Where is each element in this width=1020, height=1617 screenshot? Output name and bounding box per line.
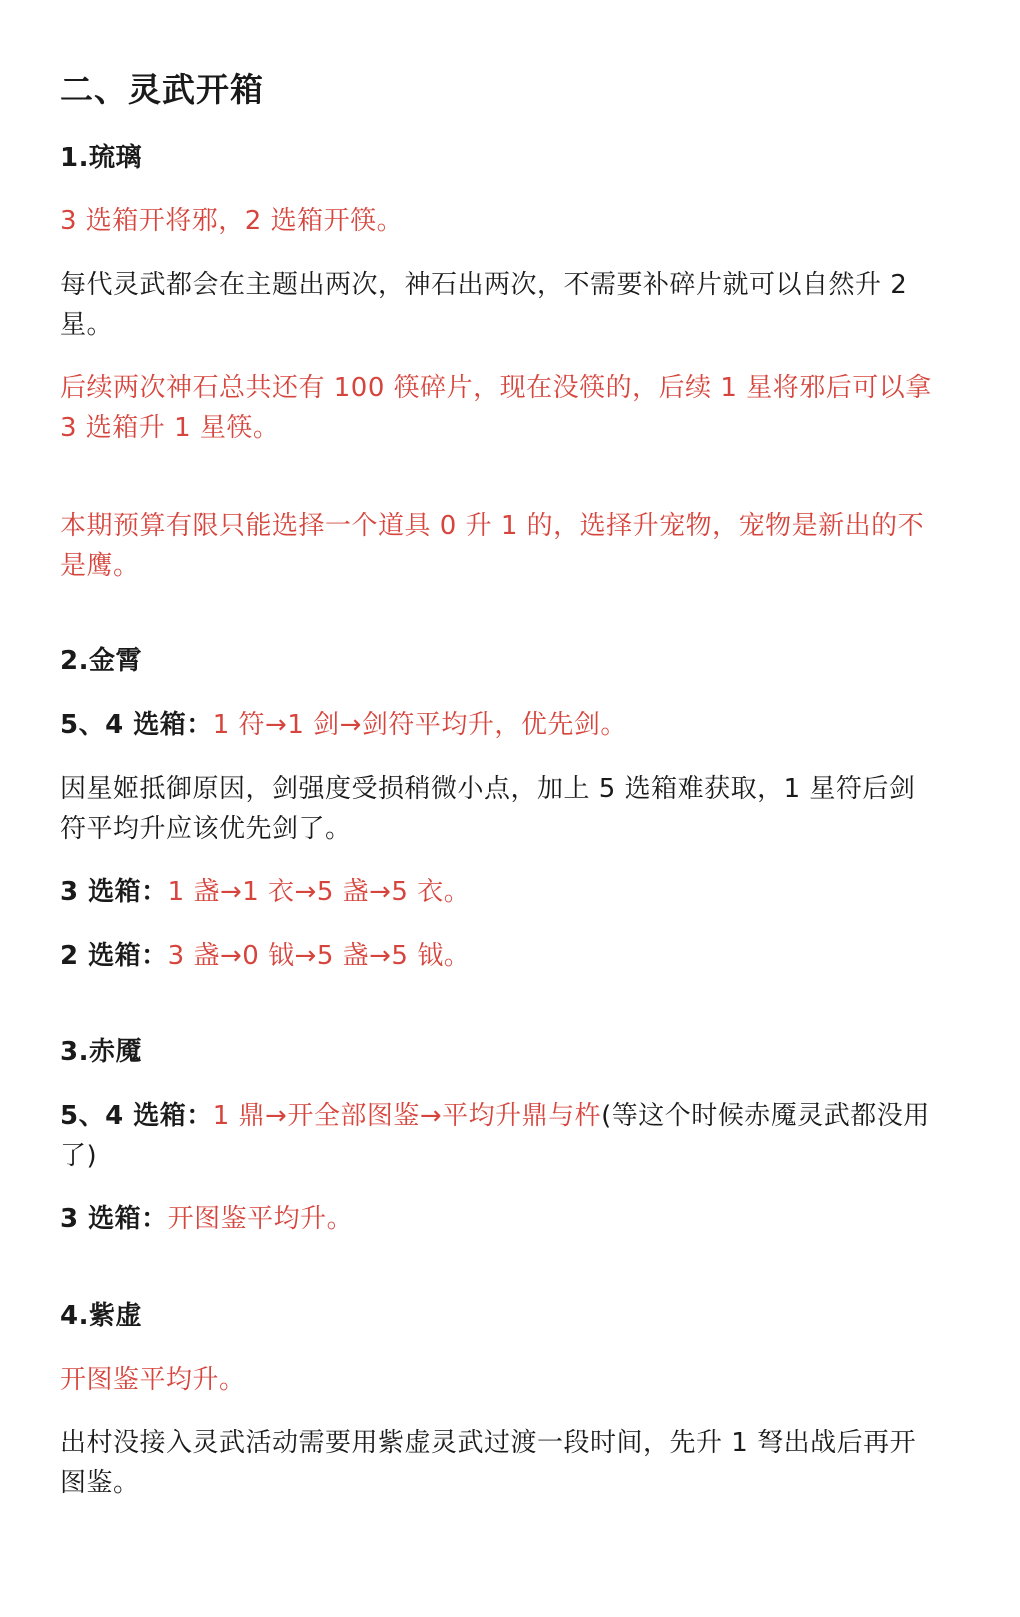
jinxiao-box2-label: 2 选箱： — [60, 941, 168, 971]
section-title: 二、灵武开箱 — [60, 70, 264, 109]
jinxiao-box3-label: 3 选箱： — [60, 877, 168, 907]
subsection-heading-zixu: 4.紫虚 — [60, 1301, 142, 1331]
chimo-box3-text: 开图鉴平均升。 — [167, 1204, 354, 1234]
chimo-box54-label: 5、4 选箱： — [60, 1101, 213, 1131]
zixu-note: 出村没接入灵武活动需要用紫虚灵武过渡一段时间，先升 1 弩出战后再开图鉴。 — [60, 1428, 917, 1498]
liuli-followup: 后续两次神石总共还有 100 筷碎片，现在没筷的，后续 1 星将邪后可以拿 3 选箱升 1 星筷。 — [60, 373, 932, 443]
liuli-budget-note: 本期预算有限只能选择一个道具 0 升 1 的，选择升宠物，宠物是新出的不是鹰。 — [60, 511, 925, 581]
chimo-box3-line — [60, 1199, 932, 1239]
subsection-heading-chimo: 3.赤魇 — [60, 1037, 142, 1067]
jinxiao-box54-text: 1 符→1 剑→剑符平均升，优先剑。 — [212, 710, 627, 740]
jinxiao-box2-text: 3 盏→0 钺→5 盏→5 钺。 — [167, 941, 471, 971]
subsection-heading-jinxiao: 2.金霄 — [60, 646, 142, 676]
zixu-advice: 开图鉴平均升。 — [60, 1365, 246, 1395]
jinxiao-note: 因星姬抵御原因，剑强度受损稍微小点，加上 5 选箱难获取，1 星符后剑符平均升应该优先剑了。 — [60, 774, 916, 844]
chimo-box54-note: (等这个时候赤魇灵武都没用了) — [60, 1101, 930, 1171]
jinxiao-box3-line — [60, 872, 932, 912]
liuli-explanation: 每代灵武都会在主题出两次，神石出两次，不需要补碎片就可以自然升 2 星。 — [60, 270, 908, 340]
subsection-heading-liuli: 1.琉璃 — [60, 143, 142, 173]
jinxiao-box2-line — [60, 936, 932, 976]
chimo-box54-text: 1 鼎→开全部图鉴→平均升鼎与杵 — [212, 1101, 602, 1131]
liuli-box-advice: 3 选箱开将邪，2 选箱开筷。 — [60, 206, 404, 236]
jinxiao-box3-text: 1 盏→1 衣→5 盏→5 衣。 — [167, 877, 471, 907]
chimo-box3-label: 3 选箱： — [60, 1204, 168, 1234]
jinxiao-box54-label: 5、4 选箱： — [60, 710, 213, 740]
chimo-box54-line — [60, 1096, 932, 1176]
jinxiao-box54-line — [60, 705, 932, 745]
